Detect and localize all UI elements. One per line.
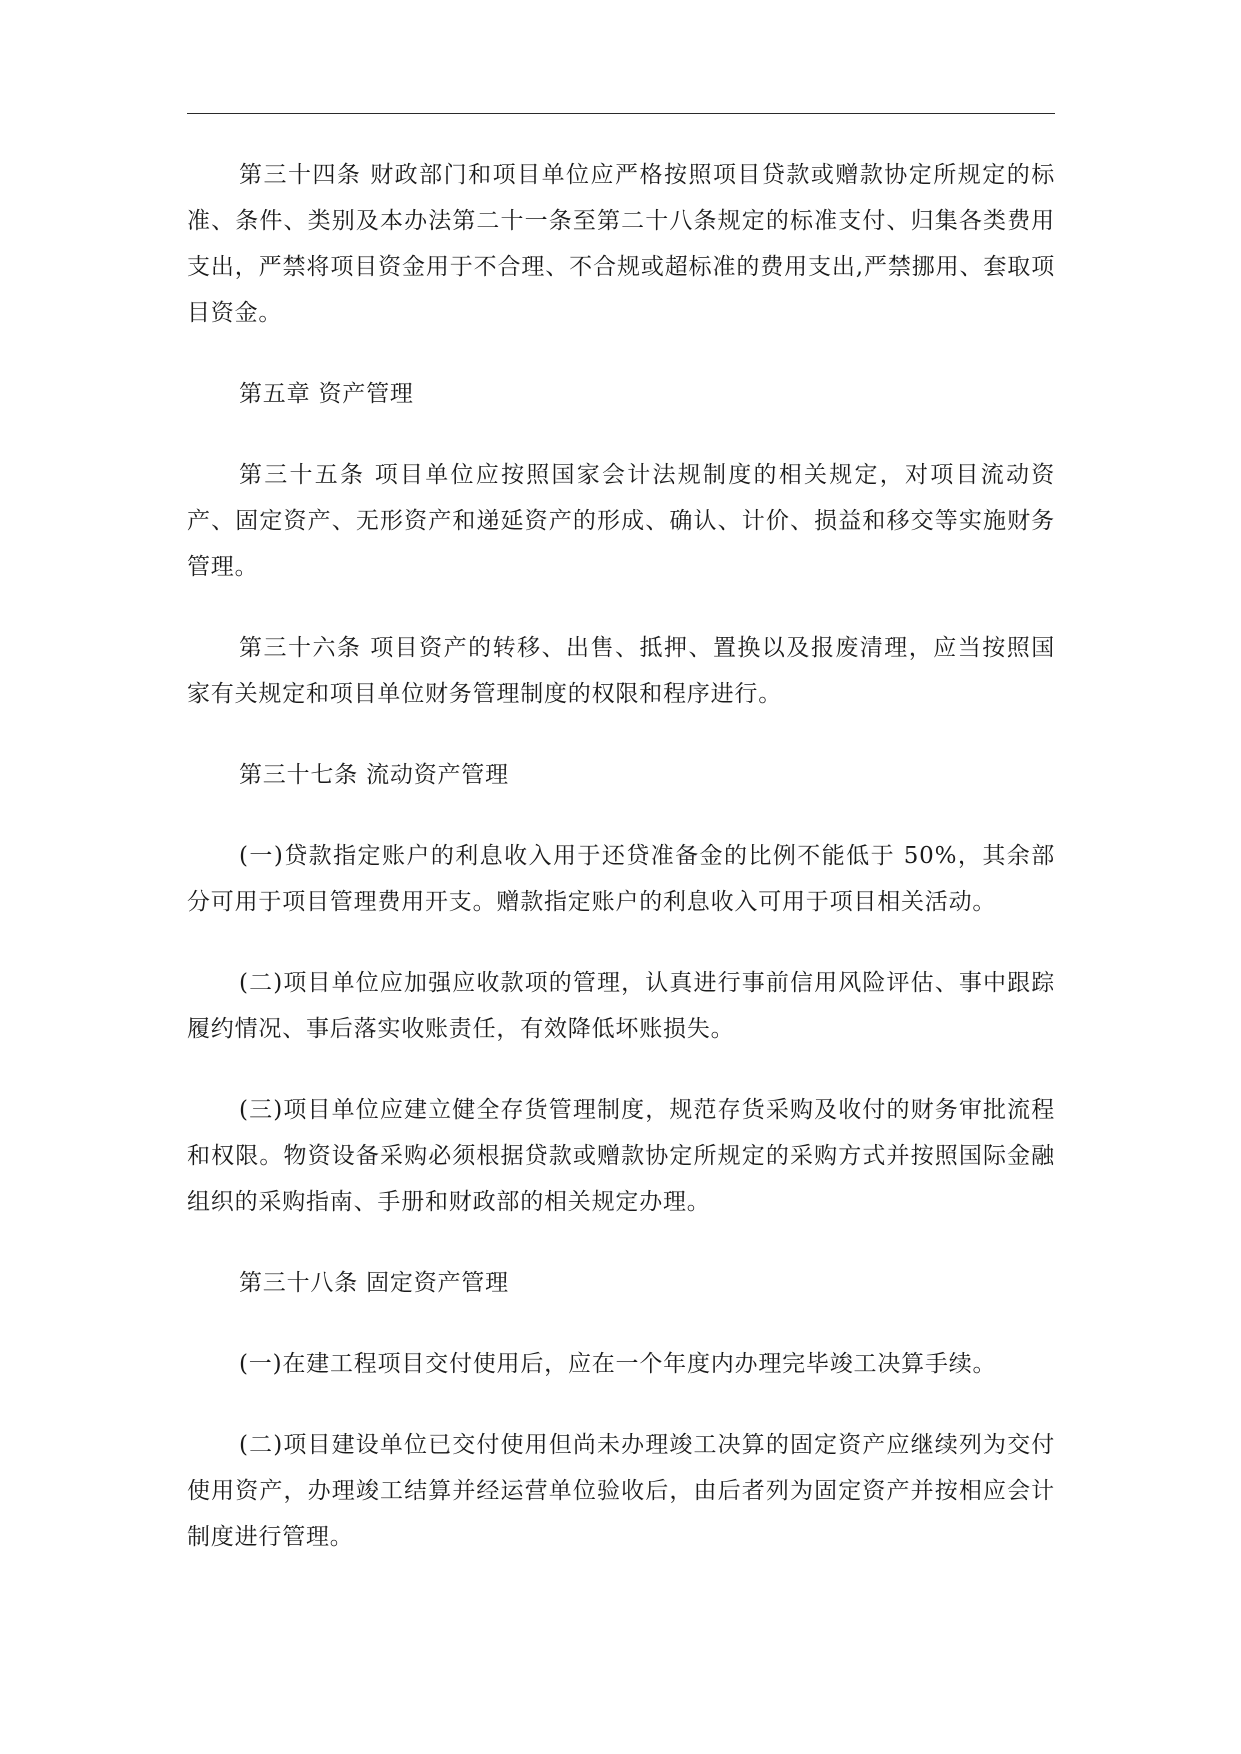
header-rule [187,113,1055,114]
article-37-item-2: (二)项目单位应加强应收款项的管理，认真进行事前信用风险评估、事中跟踪履约情况、事后落实收账责任，有效降低坏账损失。 [187,970,1055,1042]
article-38-item-1: (一)在建工程项目交付使用后，应在一个年度内办理完毕竣工决算手续。 [239,1351,997,1377]
article-38-item-2: (二)项目建设单位已交付使用但尚未办理竣工决算的固定资产应继续列为交付使用资产，办理竣工结算并经运营单位验收后，由后者列为固定资产并按相应会计制度进行管理。 [187,1432,1055,1550]
chapter-5-heading: 第五章 资产管理 [239,381,414,407]
document-body [187,152,1055,1595]
article-36-paragraph: 第三十六条 项目资产的转移、出售、抵押、置换以及报废清理，应当按照国家有关规定和项目单位财务管理制度的权限和程序进行。 [187,635,1055,707]
article-37-item-1: (一)贷款指定账户的利息收入用于还贷准备金的比例不能低于 50%，其余部分可用于项目管理费用开支。赠款指定账户的利息收入可用于项目相关活动。 [187,843,1055,915]
article-35-paragraph: 第三十五条 项目单位应按照国家会计法规制度的相关规定，对项目流动资产、固定资产、无形资产和递延资产的形成、确认、计价、损益和移交等实施财务管理。 [187,462,1055,580]
article-37-heading: 第三十七条 流动资产管理 [239,762,509,788]
article-37-item-3: (三)项目单位应建立健全存货管理制度，规范存货采购及收付的财务审批流程和权限。物资设备采购必须根据贷款或赠款协定所规定的采购方式并按照国际金融组织的采购指南、手册和财政部的相关规定办理。 [187,1097,1055,1215]
article-38-heading: 第三十八条 固定资产管理 [239,1270,509,1296]
article-34-paragraph: 第三十四条 财政部门和项目单位应严格按照项目贷款或赠款协定所规定的标准、条件、类别及本办法第二十一条至第二十八条规定的标准支付、归集各类费用支出，严禁将项目资金用于不合理、不合规或超标准的费用支出,严禁挪用、套取项目资金。 [187,162,1055,326]
